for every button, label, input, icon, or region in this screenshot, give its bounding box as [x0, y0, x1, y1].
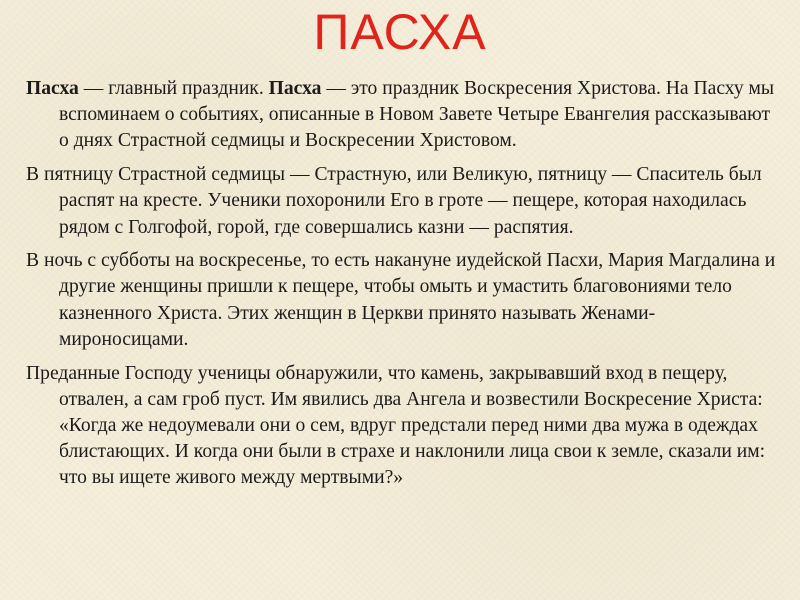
paragraph-1 [26, 76, 776, 155]
paragraph-4: Преданные Господу ученицы обнаружили, что камень, закрывавший вход в пещеру, отвален, а сам гроб пуст. Им явились два Ангела и возвестили Воскресение Христа: «Когда же недоумевали они о сем, вдруг предстали перед ними два мужа в одеждах блистающих. И когда они были в страхе и наклонили лица свои к земле, сказали им: что вы ищете живого между мертвыми?» [26, 362, 766, 489]
slide-title: ПАСХА [313, 4, 487, 60]
bold-term-pascha-1: Пасха [26, 78, 79, 99]
paragraph-2: В пятницу Страстной седмицы — Страстную, или Великую, пятницу — Спаситель был распят на кресте. Ученики похоронили Его в гроте — пещере, которая находилась рядом с Голгофой, горой, где совершались казни — распятия. [26, 164, 762, 238]
bold-term-pascha-2: Пасха [268, 78, 322, 99]
slide-content [26, 76, 776, 499]
paragraph-3: В ночь с субботы на воскресенье, то есть накануне иудейской Пасхи, Мария Магдалина и другие женщины пришли к пещере, чтобы омыть и умастить благовониями тело казненного Христа. Этих женщин в Церкви принято называть Женами-мироносицами. [26, 250, 776, 350]
paragraph-1-text-a: — главный праздник. [78, 78, 269, 99]
paragraph-1-text-b: — это праздник Воскресения Христова. На Пасху мы вспоминаем о событиях, описанные в Новом Завете Четыре Евангелия рассказывают о днях Страстной седмицы и Воскресении Христовом. [59, 78, 775, 152]
